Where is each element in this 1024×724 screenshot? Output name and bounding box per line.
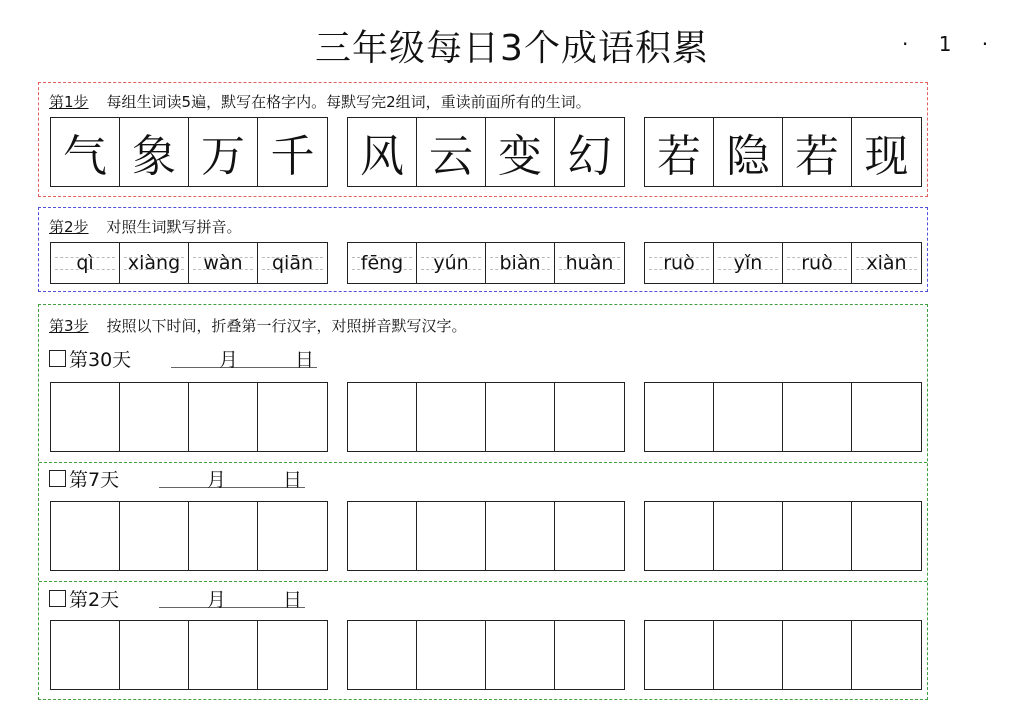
writing-cell[interactable]	[852, 502, 921, 570]
writing-cell[interactable]	[417, 383, 486, 451]
writing-cell[interactable]	[714, 383, 783, 451]
section-divider	[39, 581, 927, 582]
writing-cell[interactable]	[120, 621, 189, 689]
pinyin-cell	[348, 243, 417, 283]
writing-cell[interactable]	[852, 383, 921, 451]
pinyin-text: huàn	[565, 252, 614, 274]
writing-row	[50, 382, 922, 452]
writing-cell[interactable]	[783, 502, 852, 570]
step2-section	[38, 207, 928, 292]
writing-word-group	[50, 501, 328, 571]
step3-header	[49, 315, 467, 336]
pinyin-text: xiàng	[127, 252, 181, 274]
pinyin-cell	[51, 243, 120, 283]
review-day-label: 第2天	[69, 589, 120, 611]
writing-cell[interactable]	[258, 502, 327, 570]
date-fill-line[interactable]	[171, 345, 317, 371]
step1-header	[49, 91, 591, 112]
pinyin-text: ruò	[663, 252, 695, 274]
pinyin-cell	[120, 243, 189, 283]
pinyin-text: wàn	[203, 252, 243, 274]
writing-cell[interactable]	[417, 502, 486, 570]
review-checkbox[interactable]	[49, 470, 66, 487]
writing-cell[interactable]	[555, 621, 624, 689]
review-checkbox[interactable]	[49, 590, 66, 607]
pinyin-cell	[555, 243, 624, 283]
writing-row	[50, 620, 922, 690]
pinyin-text: qiān	[271, 252, 314, 274]
writing-cell[interactable]	[120, 383, 189, 451]
writing-cell[interactable]	[555, 383, 624, 451]
writing-cell[interactable]	[486, 383, 555, 451]
pinyin-text: fēng	[360, 252, 404, 274]
hanzi-cell: 隐	[714, 118, 783, 186]
pinyin-text: xiàn	[866, 252, 907, 274]
writing-cell[interactable]	[645, 502, 714, 570]
month-label: 月	[207, 469, 227, 491]
writing-cell[interactable]	[852, 621, 921, 689]
writing-cell[interactable]	[189, 502, 258, 570]
hanzi-word-group	[347, 117, 625, 187]
section-divider	[39, 462, 927, 463]
pinyin-word-group	[644, 242, 922, 284]
writing-word-group	[347, 382, 625, 452]
step1-label: 第1步	[49, 93, 89, 111]
step3-label: 第3步	[49, 317, 89, 335]
pinyin-text: ruò	[801, 252, 833, 274]
day-label: 日	[283, 589, 303, 611]
writing-word-group	[347, 620, 625, 690]
writing-cell[interactable]	[417, 621, 486, 689]
step1-section	[38, 82, 928, 197]
writing-cell[interactable]	[189, 621, 258, 689]
pinyin-cell	[714, 243, 783, 283]
review-checkbox[interactable]	[49, 350, 66, 367]
page-number: · 1 ·	[902, 32, 1001, 56]
hanzi-cell: 千	[270, 131, 315, 182]
writing-cell[interactable]	[645, 621, 714, 689]
pinyin-word-group	[50, 242, 328, 284]
writing-word-group	[347, 501, 625, 571]
writing-cell[interactable]	[120, 502, 189, 570]
step2-header	[49, 216, 242, 237]
pinyin-text: qì	[76, 252, 94, 274]
hanzi-cell: 变	[486, 118, 555, 186]
day-label: 日	[283, 469, 303, 491]
writing-word-group	[644, 620, 922, 690]
hanzi-row	[50, 117, 922, 187]
writing-cell[interactable]	[645, 383, 714, 451]
writing-cell[interactable]	[555, 502, 624, 570]
writing-word-group	[50, 620, 328, 690]
writing-cell[interactable]	[486, 621, 555, 689]
date-fill-line[interactable]	[159, 465, 305, 491]
pinyin-cell	[189, 243, 258, 283]
hanzi-cell: 万	[189, 118, 258, 186]
hanzi-word-group	[644, 117, 922, 187]
pinyin-text: yún	[433, 252, 469, 274]
month-label: 月	[207, 589, 227, 611]
step2-instruction: 对照生词默写拼音。	[106, 218, 242, 236]
writing-word-group	[50, 382, 328, 452]
hanzi-cell: 风	[348, 118, 417, 186]
writing-cell[interactable]	[714, 621, 783, 689]
writing-cell[interactable]	[783, 383, 852, 451]
page-title: 三年级每日3个成语积累	[315, 28, 709, 69]
pinyin-cell	[486, 243, 555, 283]
writing-cell[interactable]	[258, 383, 327, 451]
pinyin-text: yǐn	[733, 252, 763, 274]
month-label: 月	[219, 349, 239, 371]
writing-cell[interactable]	[348, 502, 417, 570]
hanzi-cell: 象	[120, 118, 189, 186]
hanzi-cell: 云	[417, 118, 486, 186]
writing-cell[interactable]	[258, 621, 327, 689]
writing-word-group	[644, 501, 922, 571]
hanzi-word-group	[50, 117, 328, 187]
writing-cell[interactable]	[189, 383, 258, 451]
hanzi-cell: 气	[51, 118, 120, 186]
review-day-2	[49, 585, 119, 612]
writing-cell[interactable]	[51, 502, 120, 570]
pinyin-cell	[852, 243, 921, 283]
day-label: 日	[295, 349, 315, 371]
pinyin-cell	[417, 243, 486, 283]
step3-instruction: 按照以下时间，折叠第一行汉字，对照拼音默写汉字。	[106, 317, 467, 335]
hanzi-cell: 现	[864, 131, 909, 182]
pinyin-row	[50, 242, 922, 284]
writing-cell[interactable]	[714, 502, 783, 570]
review-day-label: 第30天	[69, 349, 132, 371]
writing-cell[interactable]	[51, 621, 120, 689]
writing-word-group	[644, 382, 922, 452]
pinyin-cell	[783, 243, 852, 283]
pinyin-word-group	[347, 242, 625, 284]
pinyin-text: biàn	[499, 252, 541, 274]
step3-section	[38, 304, 928, 700]
writing-cell[interactable]	[348, 621, 417, 689]
step2-label: 第2步	[49, 218, 89, 236]
date-fill-line[interactable]	[159, 585, 305, 611]
review-day-label: 第7天	[69, 469, 120, 491]
hanzi-cell: 若	[645, 118, 714, 186]
pinyin-cell	[645, 243, 714, 283]
review-day-7	[49, 465, 119, 492]
writing-cell[interactable]	[348, 383, 417, 451]
writing-cell[interactable]	[486, 502, 555, 570]
hanzi-cell: 若	[783, 118, 852, 186]
step1-instruction: 每组生词读5遍，默写在格字内。每默写完2组词，重读前面所有的生词。	[106, 93, 591, 111]
writing-row	[50, 501, 922, 571]
writing-cell[interactable]	[783, 621, 852, 689]
review-day-30	[49, 345, 131, 372]
writing-cell[interactable]	[51, 383, 120, 451]
hanzi-cell: 幻	[567, 131, 612, 182]
pinyin-cell	[258, 243, 327, 283]
